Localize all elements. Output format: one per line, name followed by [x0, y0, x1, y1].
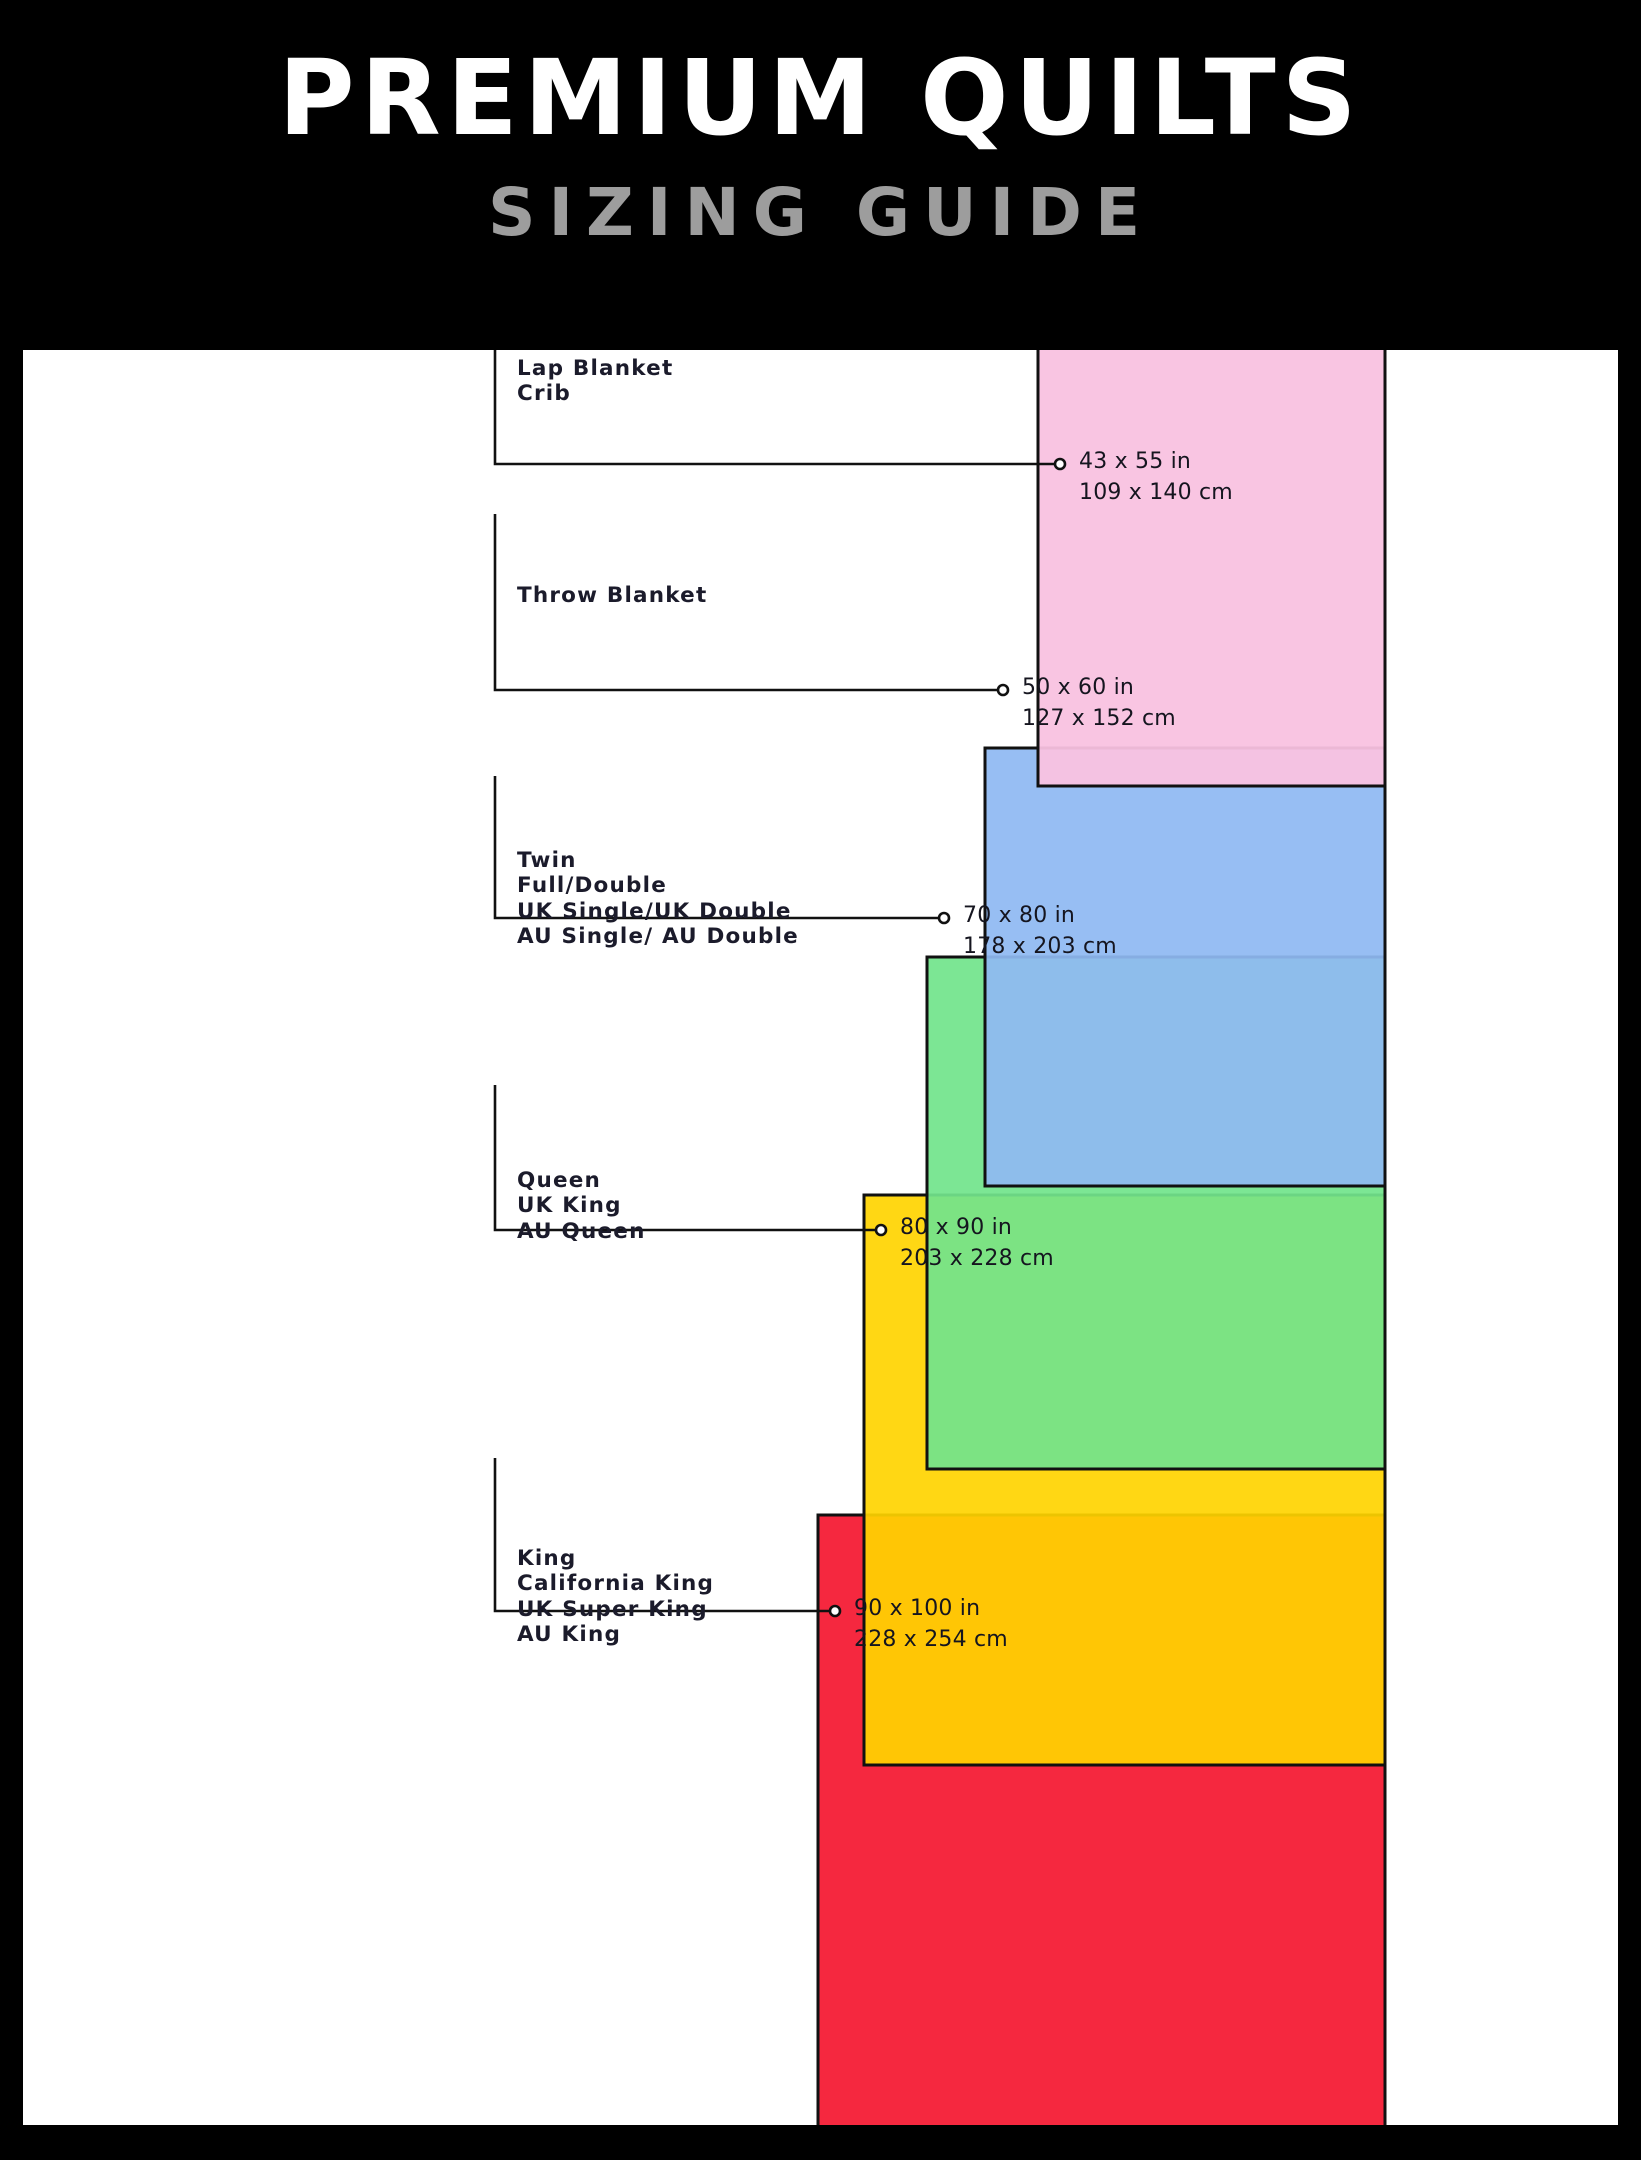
category-label-line: Full/Double [517, 873, 667, 899]
page-subtitle: SIZING GUIDE [487, 174, 1154, 251]
category-label-line: Lap Blanket [517, 356, 674, 381]
category-label-line: UK Super King [517, 1596, 708, 1622]
dimension-callout-lap-crib [1079, 446, 1233, 508]
dimension-callout-king [854, 1593, 1008, 1655]
dimension-inches: 50 x 60 in [1022, 675, 1135, 700]
category-label-line: AU Queen [517, 1218, 646, 1244]
poster-header [0, 0, 1641, 330]
size-rect-throw[interactable] [985, 748, 1385, 1186]
dimension-callout-twin-full [963, 900, 1117, 962]
dimension-inches: 90 x 100 in [854, 1596, 981, 1621]
dimension-cm: 178 x 203 cm [963, 934, 1117, 960]
dimension-inches: 43 x 55 in [1079, 449, 1192, 474]
category-label-queen [517, 1168, 646, 1244]
dimension-inches: 70 x 80 in [963, 903, 1076, 928]
content-card [23, 350, 1618, 2125]
category-label-line: AU King [517, 1622, 622, 1648]
dimension-cm: 203 x 228 cm [900, 1246, 1054, 1272]
category-label-line: California King [517, 1571, 715, 1597]
category-label-line: King [517, 1546, 577, 1571]
chart-canvas [23, 350, 1618, 2125]
dimension-cm: 127 x 152 cm [1022, 706, 1176, 732]
category-label-line: UK King [517, 1193, 622, 1219]
sizing-chart [23, 350, 1618, 2125]
dimension-cm: 228 x 254 cm [854, 1627, 1008, 1653]
category-label-line: UK Single/UK Double [517, 898, 792, 924]
category-label-line: Queen [517, 1168, 602, 1193]
page-title: PREMIUM QUILTS [278, 37, 1363, 159]
dimension-inches: 80 x 90 in [900, 1215, 1013, 1240]
category-label-throw [517, 583, 707, 608]
category-label-line: Crib [517, 381, 571, 407]
category-label-line: Twin [517, 848, 577, 873]
category-label-king [517, 1546, 714, 1647]
category-label-line: AU Single/ AU Double [517, 924, 799, 950]
category-label-lap-crib [517, 356, 673, 407]
dimension-callout-throw [1022, 672, 1176, 734]
dimension-callout-queen [900, 1212, 1054, 1274]
category-label-line: Throw Blanket [517, 583, 708, 608]
dimension-cm: 109 x 140 cm [1079, 480, 1233, 506]
category-label-twin-full [517, 848, 799, 949]
